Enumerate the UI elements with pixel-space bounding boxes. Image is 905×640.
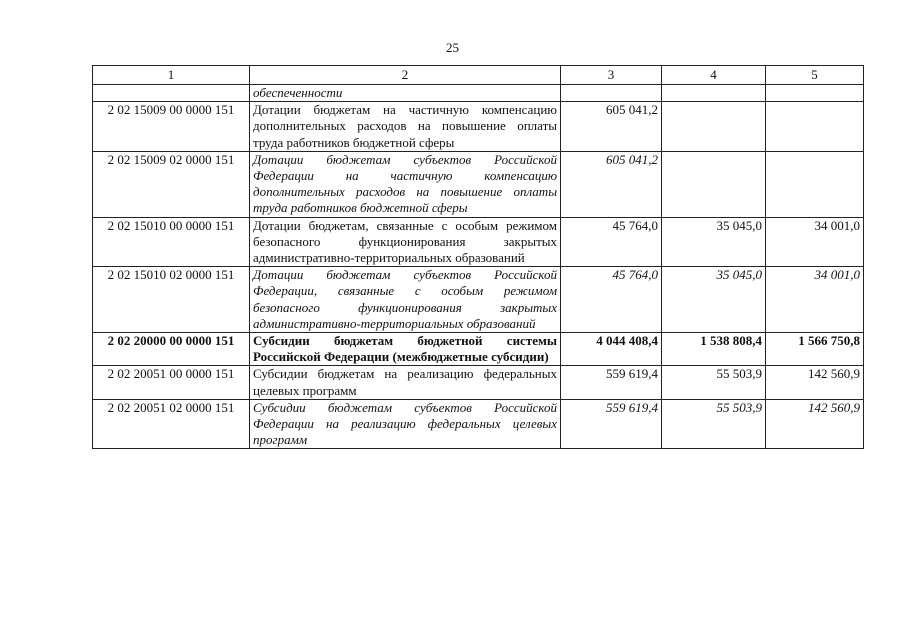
value-col-4-cell: 55 503,9 xyxy=(662,399,766,449)
item-name-cell: Дотации бюджетам, связанные с особым режимом безопасного функционирования закрытых административно-территориальных образований xyxy=(250,217,561,267)
value-col-4-cell xyxy=(662,102,766,152)
value-col-3-cell: 559 619,4 xyxy=(561,399,662,449)
value-col-5-cell xyxy=(766,151,864,217)
value-col-5-cell xyxy=(766,102,864,152)
value-col-5-cell: 142 560,9 xyxy=(766,399,864,449)
value-col-4-cell xyxy=(662,151,766,217)
value-col-5-cell: 1 566 750,8 xyxy=(766,333,864,366)
header-col-1: 1 xyxy=(93,66,250,85)
value-col-3-cell: 605 041,2 xyxy=(561,151,662,217)
budget-code-cell: 2 02 20051 02 0000 151 xyxy=(93,399,250,449)
budget-table xyxy=(92,65,864,449)
budget-code-cell: 2 02 20000 00 0000 151 xyxy=(93,333,250,366)
header-col-5: 5 xyxy=(766,66,864,85)
table-row xyxy=(93,102,864,152)
value-col-4-cell: 35 045,0 xyxy=(662,217,766,267)
header-col-2: 2 xyxy=(250,66,561,85)
header-col-3: 3 xyxy=(561,66,662,85)
budget-code-cell: 2 02 15010 00 0000 151 xyxy=(93,217,250,267)
page-number: 25 xyxy=(446,40,459,55)
value-col-3-cell: 4 044 408,4 xyxy=(561,333,662,366)
value-col-3-cell: 45 764,0 xyxy=(561,267,662,333)
header-row xyxy=(93,66,864,85)
header-col-4: 4 xyxy=(662,66,766,85)
item-name-cell: Субсидии бюджетам на реализацию федеральных целевых программ xyxy=(250,366,561,399)
item-name-cell: Дотации бюджетам субъектов Российской Федерации на частичную компенсацию дополнительных расходов на повышение оплаты труда работников бюджетной сферы xyxy=(250,151,561,217)
table-row xyxy=(93,267,864,333)
value-col-4-cell: 35 045,0 xyxy=(662,267,766,333)
budget-code-cell xyxy=(93,85,250,102)
value-col-4-cell: 55 503,9 xyxy=(662,366,766,399)
value-col-4-cell xyxy=(662,85,766,102)
value-col-5-cell xyxy=(766,85,864,102)
value-col-3-cell xyxy=(561,85,662,102)
value-col-5-cell: 142 560,9 xyxy=(766,366,864,399)
table-row xyxy=(93,333,864,366)
budget-code-cell: 2 02 20051 00 0000 151 xyxy=(93,366,250,399)
table-row xyxy=(93,151,864,217)
item-name-cell: Дотации бюджетам на частичную компенсацию дополнительных расходов на повышение оплаты труда работников бюджетной сферы xyxy=(250,102,561,152)
table-row xyxy=(93,366,864,399)
value-col-3-cell: 605 041,2 xyxy=(561,102,662,152)
item-name-cell: Субсидии бюджетам бюджетной системы Российской Федерации (межбюджетные субсидии) xyxy=(250,333,561,366)
value-col-5-cell: 34 001,0 xyxy=(766,217,864,267)
budget-code-cell: 2 02 15010 02 0000 151 xyxy=(93,267,250,333)
item-name-cell: Субсидии бюджетам субъектов Российской Федерации на реализацию федеральных целевых программ xyxy=(250,399,561,449)
table-row xyxy=(93,399,864,449)
value-col-3-cell: 559 619,4 xyxy=(561,366,662,399)
table-row xyxy=(93,85,864,102)
table-row xyxy=(93,217,864,267)
value-col-5-cell: 34 001,0 xyxy=(766,267,864,333)
budget-code-cell: 2 02 15009 02 0000 151 xyxy=(93,151,250,217)
value-col-3-cell: 45 764,0 xyxy=(561,217,662,267)
item-name-cell: Дотации бюджетам субъектов Российской Федерации, связанные с особым режимом безопасного функционирования закрытых административно-территориальных образований xyxy=(250,267,561,333)
budget-code-cell: 2 02 15009 00 0000 151 xyxy=(93,102,250,152)
value-col-4-cell: 1 538 808,4 xyxy=(662,333,766,366)
item-name-cell: обеспеченности xyxy=(250,85,561,102)
